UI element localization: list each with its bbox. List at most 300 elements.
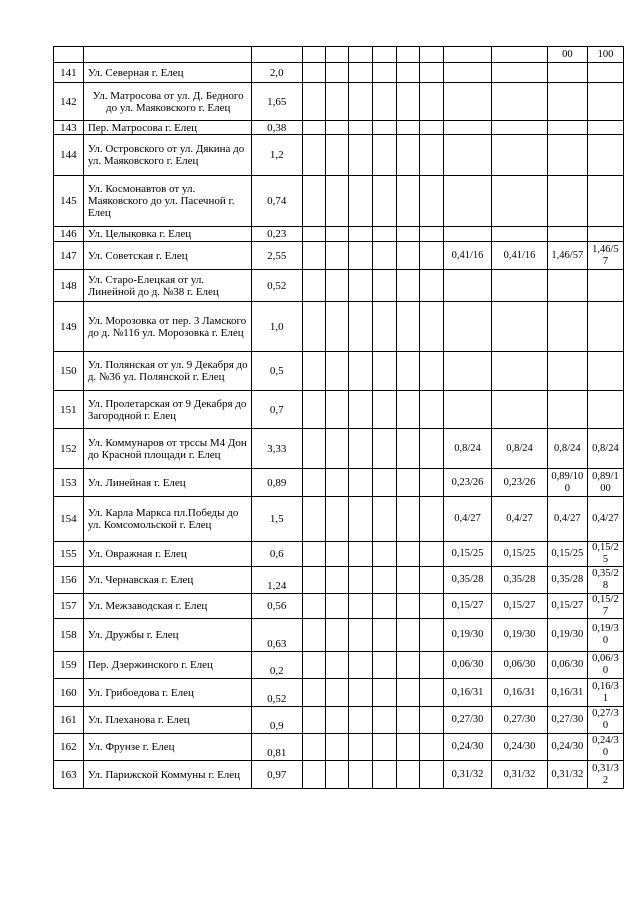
empty-cell <box>349 352 373 391</box>
empty-cell <box>325 83 349 121</box>
empty-cell <box>349 63 373 83</box>
ratio-value <box>587 302 623 352</box>
empty-cell <box>396 352 420 391</box>
street-name: Ул. Чернавская г. Елец <box>83 567 251 594</box>
table-row <box>54 707 624 734</box>
ratio-value <box>443 227 491 242</box>
empty-cell <box>54 47 84 63</box>
ratio-value: 0,27/30 <box>587 707 623 734</box>
empty-cell <box>325 352 349 391</box>
ratio-value <box>587 121 623 135</box>
ratio-value: 0,27/30 <box>547 707 587 734</box>
length-value: 0,5 <box>251 352 302 391</box>
empty-cell <box>396 83 420 121</box>
street-name: Ул. Плеханова г. Елец <box>83 707 251 734</box>
table-row <box>54 619 624 652</box>
row-number: 150 <box>54 352 84 391</box>
empty-cell <box>349 761 373 789</box>
ratio-value: 0,06/30 <box>547 652 587 679</box>
ratio-value: 0,24/30 <box>547 734 587 761</box>
empty-cell <box>372 734 396 761</box>
empty-cell <box>302 270 325 302</box>
ratio-value <box>547 135 587 176</box>
header-cell: 00 <box>547 47 587 63</box>
empty-cell <box>302 429 325 469</box>
data-table <box>53 46 624 789</box>
row-number: 151 <box>54 391 84 429</box>
empty-cell <box>420 176 444 227</box>
length-value: 1,0 <box>251 302 302 352</box>
ratio-value <box>443 391 491 429</box>
empty-cell <box>302 679 325 707</box>
empty-cell <box>325 270 349 302</box>
empty-cell <box>349 652 373 679</box>
ratio-value <box>492 176 548 227</box>
length-value: 2,55 <box>251 242 302 270</box>
ratio-value: 0,35/28 <box>492 567 548 594</box>
table-row <box>54 391 624 429</box>
header-cell: 100 <box>587 47 623 63</box>
empty-cell <box>420 542 444 567</box>
table-row <box>54 121 624 135</box>
empty-cell <box>372 63 396 83</box>
table-row <box>54 63 624 83</box>
length-value: 0,52 <box>251 679 302 707</box>
empty-cell <box>349 679 373 707</box>
length-value: 1,2 <box>251 135 302 176</box>
table-row <box>54 761 624 789</box>
row-number: 141 <box>54 63 84 83</box>
empty-cell <box>349 227 373 242</box>
ratio-value: 0,15/27 <box>547 594 587 619</box>
length-value: 0,89 <box>251 469 302 497</box>
row-number: 142 <box>54 83 84 121</box>
empty-cell <box>396 567 420 594</box>
ratio-value: 0,4/27 <box>492 497 548 542</box>
ratio-value: 0,16/31 <box>443 679 491 707</box>
empty-cell <box>349 619 373 652</box>
empty-cell <box>372 679 396 707</box>
empty-cell <box>349 707 373 734</box>
empty-cell <box>302 707 325 734</box>
street-name: Ул. Полянская от ул. 9 Декабря до д. №36 ул. Полянской г. Елец <box>83 352 251 391</box>
ratio-value <box>492 121 548 135</box>
length-value: 2,0 <box>251 63 302 83</box>
empty-cell <box>420 469 444 497</box>
ratio-value <box>443 270 491 302</box>
table-row <box>54 227 624 242</box>
street-name: Ул. Матросова от ул. Д. Бедного до ул. Маяковского г. Елец <box>83 83 251 121</box>
empty-cell <box>325 121 349 135</box>
ratio-value <box>547 352 587 391</box>
length-value: 1,65 <box>251 83 302 121</box>
ratio-value: 0,19/30 <box>443 619 491 652</box>
ratio-value <box>492 63 548 83</box>
row-number: 158 <box>54 619 84 652</box>
ratio-value: 0,89/100 <box>547 469 587 497</box>
street-name: Ул. Грибоедова г. Елец <box>83 679 251 707</box>
empty-cell <box>396 302 420 352</box>
row-number: 161 <box>54 707 84 734</box>
row-number: 160 <box>54 679 84 707</box>
empty-cell <box>396 270 420 302</box>
empty-cell <box>302 242 325 270</box>
empty-cell <box>420 652 444 679</box>
empty-cell <box>372 567 396 594</box>
ratio-value <box>443 302 491 352</box>
length-value: 0,74 <box>251 176 302 227</box>
ratio-value: 0,15/25 <box>587 542 623 567</box>
ratio-value <box>492 83 548 121</box>
empty-cell <box>372 270 396 302</box>
row-number: 156 <box>54 567 84 594</box>
ratio-value <box>587 135 623 176</box>
empty-cell <box>396 135 420 176</box>
empty-cell <box>420 270 444 302</box>
ratio-value: 0,16/31 <box>587 679 623 707</box>
empty-cell <box>420 121 444 135</box>
ratio-value <box>587 63 623 83</box>
length-value: 0,38 <box>251 121 302 135</box>
empty-cell <box>302 83 325 121</box>
empty-cell <box>420 242 444 270</box>
empty-cell <box>372 352 396 391</box>
empty-cell <box>420 594 444 619</box>
empty-cell <box>396 761 420 789</box>
table-row <box>54 497 624 542</box>
ratio-value <box>587 227 623 242</box>
empty-cell <box>420 707 444 734</box>
ratio-value <box>547 63 587 83</box>
empty-cell <box>372 227 396 242</box>
length-value: 3,33 <box>251 429 302 469</box>
empty-cell <box>325 707 349 734</box>
table-row <box>54 176 624 227</box>
empty-cell <box>325 497 349 542</box>
ratio-value: 0,24/30 <box>492 734 548 761</box>
ratio-value <box>492 270 548 302</box>
empty-cell <box>349 542 373 567</box>
row-number: 143 <box>54 121 84 135</box>
ratio-value <box>587 176 623 227</box>
empty-cell <box>396 652 420 679</box>
empty-cell <box>396 176 420 227</box>
ratio-value: 1,46/57 <box>587 242 623 270</box>
street-name: Ул. Коммунаров от трссы М4 Дон до Красной площади г. Елец <box>83 429 251 469</box>
ratio-value: 0,19/30 <box>547 619 587 652</box>
ratio-value <box>547 83 587 121</box>
empty-cell <box>325 619 349 652</box>
empty-cell <box>325 47 349 63</box>
table-row <box>54 352 624 391</box>
empty-cell <box>372 761 396 789</box>
street-name: Ул. Фрунзе г. Елец <box>83 734 251 761</box>
empty-cell <box>396 734 420 761</box>
row-number: 148 <box>54 270 84 302</box>
empty-cell <box>302 567 325 594</box>
empty-cell <box>349 734 373 761</box>
ratio-value: 0,15/27 <box>492 594 548 619</box>
ratio-value: 0,16/31 <box>547 679 587 707</box>
street-name: Ул. Островского от ул. Дякина до ул. Маяковского г. Елец <box>83 135 251 176</box>
empty-cell <box>302 391 325 429</box>
table-row <box>54 567 624 594</box>
empty-cell <box>420 679 444 707</box>
empty-cell <box>325 652 349 679</box>
empty-cell <box>372 429 396 469</box>
empty-cell <box>420 352 444 391</box>
empty-cell <box>492 47 548 63</box>
empty-cell <box>325 734 349 761</box>
ratio-value: 0,35/28 <box>587 567 623 594</box>
ratio-value: 0,41/16 <box>443 242 491 270</box>
ratio-value <box>443 135 491 176</box>
table-body <box>54 47 624 789</box>
length-value: 1,5 <box>251 497 302 542</box>
empty-cell <box>302 227 325 242</box>
street-name: Ул. Парижской Коммуны г. Елец <box>83 761 251 789</box>
ratio-value: 0,19/30 <box>492 619 548 652</box>
length-value: 0,7 <box>251 391 302 429</box>
ratio-value: 0,24/30 <box>443 734 491 761</box>
length-value: 0,81 <box>251 734 302 761</box>
table-row <box>54 242 624 270</box>
empty-cell <box>396 619 420 652</box>
row-number: 154 <box>54 497 84 542</box>
length-value: 0,2 <box>251 652 302 679</box>
table-row <box>54 429 624 469</box>
ratio-value: 0,31/32 <box>587 761 623 789</box>
empty-cell <box>349 242 373 270</box>
row-number: 145 <box>54 176 84 227</box>
empty-cell <box>325 594 349 619</box>
street-name: Ул. Межзаводская г. Елец <box>83 594 251 619</box>
empty-cell <box>325 302 349 352</box>
empty-cell <box>325 542 349 567</box>
row-number: 149 <box>54 302 84 352</box>
empty-cell <box>420 302 444 352</box>
street-name: Пер. Дзержинского г. Елец <box>83 652 251 679</box>
empty-cell <box>325 242 349 270</box>
empty-cell <box>349 391 373 429</box>
ratio-value <box>587 391 623 429</box>
empty-cell <box>325 63 349 83</box>
empty-cell <box>325 567 349 594</box>
empty-cell <box>420 63 444 83</box>
ratio-value <box>443 121 491 135</box>
table-row <box>54 542 624 567</box>
ratio-value: 0,15/25 <box>547 542 587 567</box>
empty-cell <box>372 176 396 227</box>
empty-cell <box>372 121 396 135</box>
empty-cell <box>396 594 420 619</box>
empty-cell <box>325 176 349 227</box>
empty-cell <box>325 469 349 497</box>
ratio-value <box>492 135 548 176</box>
empty-cell <box>420 497 444 542</box>
empty-cell <box>349 121 373 135</box>
empty-cell <box>302 352 325 391</box>
ratio-value: 0,23/26 <box>443 469 491 497</box>
empty-cell <box>372 542 396 567</box>
empty-cell <box>420 734 444 761</box>
length-value: 1,24 <box>251 567 302 594</box>
empty-cell <box>302 135 325 176</box>
row-number: 147 <box>54 242 84 270</box>
ratio-value: 1,46/57 <box>547 242 587 270</box>
empty-cell <box>396 542 420 567</box>
empty-cell <box>372 652 396 679</box>
ratio-value: 0,27/30 <box>443 707 491 734</box>
length-value: 0,56 <box>251 594 302 619</box>
empty-cell <box>302 652 325 679</box>
ratio-value: 0,35/28 <box>443 567 491 594</box>
empty-cell <box>302 542 325 567</box>
empty-cell <box>302 176 325 227</box>
row-number: 163 <box>54 761 84 789</box>
ratio-value: 0,35/28 <box>547 567 587 594</box>
empty-cell <box>372 707 396 734</box>
empty-cell <box>349 270 373 302</box>
empty-cell <box>83 47 251 63</box>
table-row <box>54 302 624 352</box>
empty-cell <box>372 469 396 497</box>
ratio-value: 0,06/30 <box>492 652 548 679</box>
header-row <box>54 47 624 63</box>
ratio-value: 0,16/31 <box>492 679 548 707</box>
empty-cell <box>372 135 396 176</box>
ratio-value: 0,8/24 <box>587 429 623 469</box>
empty-cell <box>349 47 373 63</box>
empty-cell <box>396 227 420 242</box>
table-row <box>54 679 624 707</box>
empty-cell <box>443 47 491 63</box>
length-value: 0,6 <box>251 542 302 567</box>
ratio-value <box>443 352 491 391</box>
row-number: 162 <box>54 734 84 761</box>
street-name: Ул. Морозовка от пер. 3 Ламского до д. №116 ул. Морозовка г. Елец <box>83 302 251 352</box>
row-number: 155 <box>54 542 84 567</box>
ratio-value <box>492 391 548 429</box>
length-value: 0,9 <box>251 707 302 734</box>
ratio-value <box>443 83 491 121</box>
empty-cell <box>349 83 373 121</box>
ratio-value <box>547 176 587 227</box>
table-row <box>54 83 624 121</box>
empty-cell <box>420 429 444 469</box>
empty-cell <box>302 47 325 63</box>
empty-cell <box>302 594 325 619</box>
ratio-value <box>547 302 587 352</box>
empty-cell <box>372 497 396 542</box>
ratio-value: 0,15/25 <box>492 542 548 567</box>
ratio-value: 0,06/30 <box>587 652 623 679</box>
street-name: Ул. Линейная г. Елец <box>83 469 251 497</box>
empty-cell <box>302 497 325 542</box>
empty-cell <box>302 302 325 352</box>
ratio-value <box>547 391 587 429</box>
empty-cell <box>349 176 373 227</box>
ratio-value: 0,27/30 <box>492 707 548 734</box>
empty-cell <box>372 594 396 619</box>
length-value: 0,23 <box>251 227 302 242</box>
row-number: 153 <box>54 469 84 497</box>
ratio-value: 0,41/16 <box>492 242 548 270</box>
ratio-value <box>587 83 623 121</box>
length-value: 0,63 <box>251 619 302 652</box>
empty-cell <box>325 135 349 176</box>
ratio-value: 0,31/32 <box>443 761 491 789</box>
ratio-value <box>492 352 548 391</box>
empty-cell <box>325 429 349 469</box>
empty-cell <box>420 83 444 121</box>
empty-cell <box>302 734 325 761</box>
empty-cell <box>420 619 444 652</box>
empty-cell <box>420 227 444 242</box>
empty-cell <box>372 242 396 270</box>
empty-cell <box>420 47 444 63</box>
empty-cell <box>396 63 420 83</box>
empty-cell <box>372 619 396 652</box>
row-number: 144 <box>54 135 84 176</box>
ratio-value: 0,4/27 <box>587 497 623 542</box>
street-name: Ул. Целыковка г. Елец <box>83 227 251 242</box>
empty-cell <box>349 594 373 619</box>
ratio-value: 0,31/32 <box>492 761 548 789</box>
ratio-value <box>587 352 623 391</box>
empty-cell <box>396 707 420 734</box>
empty-cell <box>396 47 420 63</box>
ratio-value <box>443 63 491 83</box>
ratio-value: 0,15/25 <box>443 542 491 567</box>
street-name: Ул. Дружбы г. Елец <box>83 619 251 652</box>
ratio-value: 0,06/30 <box>443 652 491 679</box>
empty-cell <box>302 761 325 789</box>
ratio-value <box>547 227 587 242</box>
empty-cell <box>349 469 373 497</box>
empty-cell <box>420 567 444 594</box>
table-row <box>54 270 624 302</box>
ratio-value: 0,24/30 <box>587 734 623 761</box>
table-row <box>54 135 624 176</box>
ratio-value: 0,23/26 <box>492 469 548 497</box>
length-value: 0,52 <box>251 270 302 302</box>
street-name: Ул. Овражная г. Елец <box>83 542 251 567</box>
ratio-value: 0,15/27 <box>587 594 623 619</box>
empty-cell <box>349 567 373 594</box>
ratio-value: 0,8/24 <box>547 429 587 469</box>
empty-cell <box>420 391 444 429</box>
table-row <box>54 652 624 679</box>
empty-cell <box>372 83 396 121</box>
ratio-value: 0,8/24 <box>492 429 548 469</box>
empty-cell <box>302 63 325 83</box>
empty-cell <box>349 135 373 176</box>
empty-cell <box>396 469 420 497</box>
ratio-value: 0,15/27 <box>443 594 491 619</box>
ratio-value <box>587 270 623 302</box>
empty-cell <box>396 429 420 469</box>
row-number: 159 <box>54 652 84 679</box>
length-value: 0,97 <box>251 761 302 789</box>
empty-cell <box>349 302 373 352</box>
empty-cell <box>372 47 396 63</box>
ratio-value: 0,19/30 <box>587 619 623 652</box>
ratio-value: 0,8/24 <box>443 429 491 469</box>
empty-cell <box>420 761 444 789</box>
empty-cell <box>396 497 420 542</box>
row-number: 157 <box>54 594 84 619</box>
